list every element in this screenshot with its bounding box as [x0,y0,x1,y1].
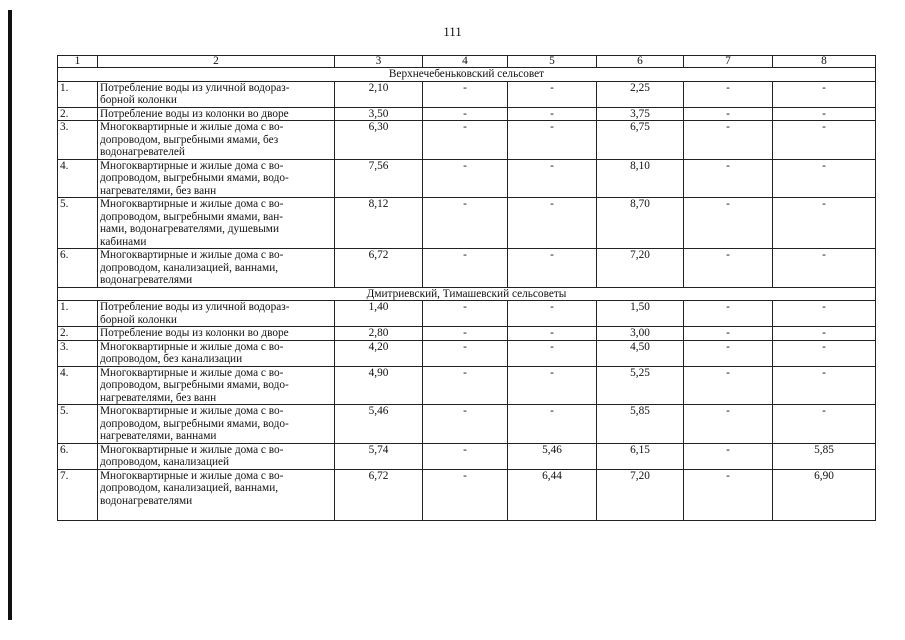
value-cell: - [508,340,597,366]
value-cell: - [423,443,508,469]
header-cell: 1 [58,56,98,68]
description-line: Многоквартирные и жилые дома с во- [100,121,284,133]
table-row [58,121,876,160]
row-description [98,469,335,520]
row-description [98,198,335,249]
table-row [58,469,876,520]
value-cell: - [773,107,876,121]
value-cell: - [684,327,773,341]
value-cell: - [423,327,508,341]
value-cell: - [423,301,508,327]
row-description [98,327,335,341]
value-cell: - [684,301,773,327]
value-cell: 8,12 [335,198,423,249]
value-cell: - [423,340,508,366]
description-line: нагревателями, без ванн [100,184,217,197]
value-cell: 5,85 [597,405,684,444]
description-line: Потребление воды из колонки во дворе [100,107,289,120]
description-line [100,507,332,520]
value-cell: 6,72 [335,249,423,288]
row-number: 6. [58,443,98,469]
row-description [98,107,335,121]
description-line: водонагревателями [100,494,193,507]
description-line: Многоквартирные и жилые дома с во- [100,443,284,456]
header-cell: 5 [508,56,597,68]
value-cell: 8,10 [597,159,684,198]
value-cell: 5,25 [597,366,684,405]
value-cell: 7,20 [597,469,684,520]
description-line: допроводом, канализацией [100,456,230,468]
row-number: 4. [58,366,98,405]
value-cell: - [684,469,773,520]
header-cell: 4 [423,56,508,68]
value-cell: - [423,107,508,121]
table-row [58,340,876,366]
value-cell: 6,90 [773,469,876,520]
value-cell: - [423,159,508,198]
value-cell: 1,40 [335,301,423,327]
value-cell: 2,10 [335,81,423,107]
value-cell: - [773,366,876,405]
value-cell: 5,46 [508,443,597,469]
description-line: Многоквартирные и жилые дома с во- [100,405,284,417]
table-row [58,198,876,249]
value-cell: - [423,249,508,288]
value-cell: - [508,327,597,341]
description-line: Многоквартирные и жилые дома с во- [100,340,284,353]
value-cell: - [423,469,508,520]
value-cell: 6,30 [335,121,423,160]
table-row [58,366,876,405]
description-line: борной колонки [100,94,177,106]
value-cell: - [423,405,508,444]
table-body [58,56,876,521]
value-cell: - [684,121,773,160]
value-cell: - [684,366,773,405]
value-cell: - [684,159,773,198]
value-cell: 2,25 [597,81,684,107]
description-line: водонагревателями [100,274,193,286]
value-cell: 4,50 [597,340,684,366]
value-cell: - [773,81,876,107]
value-cell: - [423,121,508,160]
row-number: 5. [58,198,98,249]
row-number: 1. [58,301,98,327]
description-line: кабинами [100,235,147,248]
description-line: нами, водонагревателями, душевыми [100,223,279,235]
description-line: Потребление воды из уличной водораз- [100,81,290,94]
description-line: допроводом, выгребными ямами, без [100,133,279,146]
description-line: Многоквартирные и жилые дома с во- [100,198,284,210]
table-row [58,159,876,198]
row-number: 2. [58,327,98,341]
header-cell: 8 [773,56,876,68]
description-line: нагревателями, ваннами [100,430,217,442]
value-cell: 5,74 [335,443,423,469]
value-cell: - [508,198,597,249]
description-line: допроводом, канализацией, ваннами, [100,482,279,494]
value-cell: - [773,405,876,444]
value-cell: 1,50 [597,301,684,327]
row-number: 4. [58,159,98,198]
value-cell: - [773,159,876,198]
table-row [58,327,876,341]
row-description [98,249,335,288]
table-row [58,107,876,121]
description-line: водонагревателей [100,146,185,158]
section-title: Дмитриевский, Тимашевский сельсоветы [58,287,876,301]
value-cell: 8,70 [597,198,684,249]
value-cell: 4,90 [335,366,423,405]
row-description [98,366,335,405]
header-cell: 7 [684,56,773,68]
value-cell: 6,15 [597,443,684,469]
value-cell: - [773,340,876,366]
description-line: допроводом, выгребными ямами, водо- [100,172,289,184]
table-row [58,301,876,327]
table-row [58,405,876,444]
value-cell: - [508,107,597,121]
value-cell: - [508,249,597,288]
row-description [98,159,335,198]
row-number: 2. [58,107,98,121]
description-line: допроводом, без канализации [100,353,243,365]
description-line: допроводом, выгребными ямами, водо- [100,379,289,391]
value-cell: - [684,405,773,444]
value-cell: - [773,198,876,249]
value-cell: 3,50 [335,107,423,121]
description-line: Многоквартирные и жилые дома с во- [100,249,284,261]
left-margin-bar [8,10,12,620]
row-number: 7. [58,469,98,520]
value-cell: - [508,81,597,107]
table-row [58,443,876,469]
row-description [98,443,335,469]
value-cell: 5,46 [335,405,423,444]
value-cell: - [684,198,773,249]
header-cell: 3 [335,56,423,68]
description-line: Потребление воды из колонки во дворе [100,327,289,339]
value-cell: - [423,198,508,249]
header-row [58,56,876,68]
header-cell: 2 [98,56,335,68]
description-line: допроводом, канализацией, ваннами, [100,261,279,274]
description-line: Многоквартирные и жилые дома с во- [100,159,284,172]
value-cell: - [423,81,508,107]
value-cell: - [773,121,876,160]
value-cell: 4,20 [335,340,423,366]
value-cell: - [423,366,508,405]
description-line: допроводом, выгребными ямами, водо- [100,417,289,430]
value-cell: - [773,327,876,341]
value-cell: - [508,121,597,160]
section-row [58,68,876,82]
value-cell: 2,80 [335,327,423,341]
value-cell: 3,75 [597,107,684,121]
page-number: 111 [443,24,462,39]
description-line: борной колонки [100,313,177,326]
row-description [98,301,335,327]
section-title: Верхнечебеньковский сельсовет [58,68,876,82]
value-cell: - [508,159,597,198]
description-line: Многоквартирные и жилые дома с во- [100,469,284,482]
value-cell: - [508,301,597,327]
description-line: Потребление воды из уличной водораз- [100,301,290,313]
table-row [58,249,876,288]
tariff-table [57,55,876,521]
value-cell: - [773,301,876,327]
value-cell: - [684,249,773,288]
value-cell: - [773,249,876,288]
value-cell: 6,44 [508,469,597,520]
table-row [58,81,876,107]
description-line: нагревателями, без ванн [100,391,217,404]
value-cell: - [508,405,597,444]
description-line: Многоквартирные и жилые дома с во- [100,366,284,379]
value-cell: - [684,340,773,366]
row-description [98,405,335,444]
section-row [58,287,876,301]
value-cell: - [684,107,773,121]
row-number: 5. [58,405,98,444]
value-cell: 5,85 [773,443,876,469]
value-cell: 6,72 [335,469,423,520]
value-cell: - [684,443,773,469]
value-cell: - [684,81,773,107]
row-description [98,121,335,160]
value-cell: 7,56 [335,159,423,198]
value-cell: 7,20 [597,249,684,288]
value-cell: 3,00 [597,327,684,341]
row-description [98,81,335,107]
value-cell: 6,75 [597,121,684,160]
description-line: допроводом, выгребными ямами, ван- [100,210,284,223]
row-number: 1. [58,81,98,107]
header-cell: 6 [597,56,684,68]
row-description [98,340,335,366]
value-cell: - [508,366,597,405]
row-number: 3. [58,121,98,160]
row-number: 6. [58,249,98,288]
row-number: 3. [58,340,98,366]
